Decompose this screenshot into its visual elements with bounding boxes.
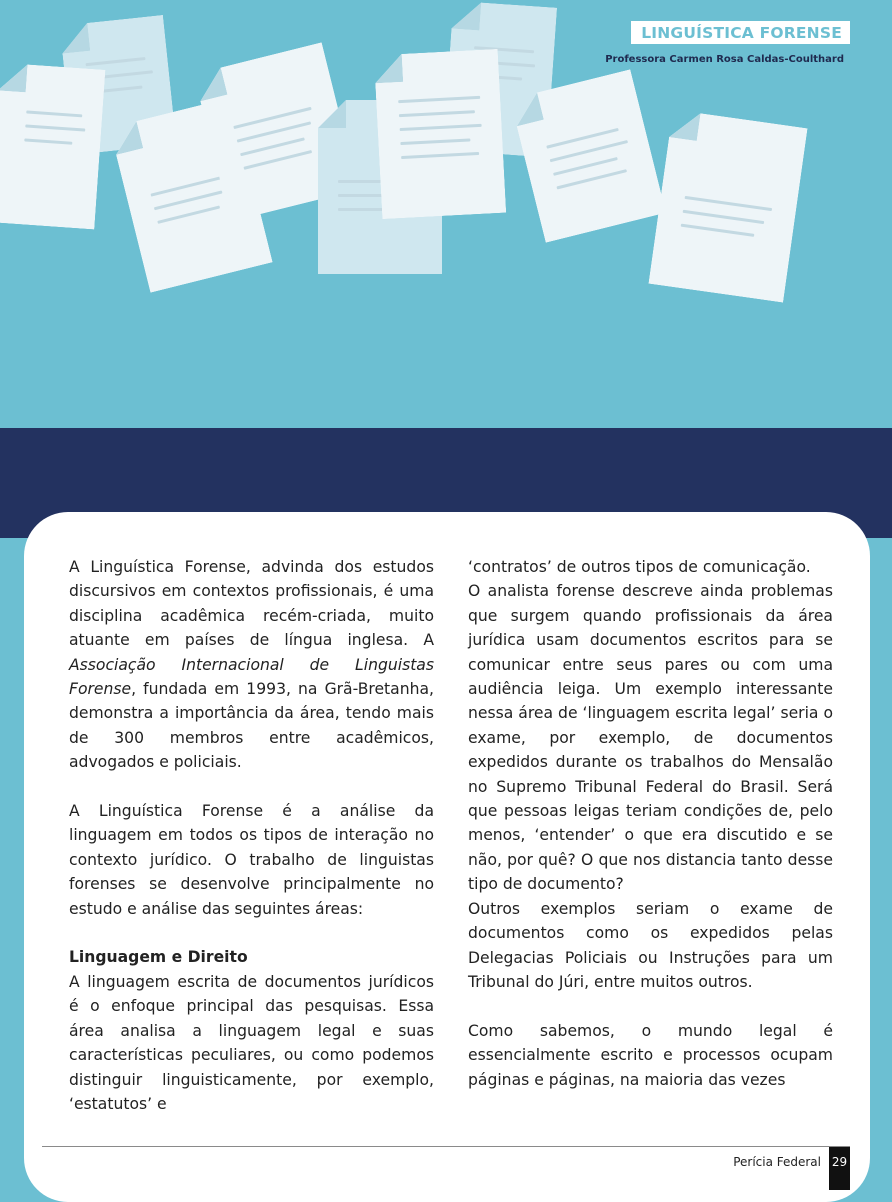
paragraph: A linguagem escrita de documentos jurídicos é o enfoque principal das pesquisas. Essa área analisa a linguagem legal e suas características peculiares, ou como podemos distinguir linguisticamente, por exemplo, ‘estatutos’ e: [69, 972, 434, 1113]
floating-documents-icon: [0, 0, 892, 330]
paragraph: A Linguística Forense é a análise da linguagem em todos os tipos de interação no contexto jurídico. O trabalho de linguistas forenses se desenvolve principalmente no estudo e análise das seguintes áreas:: [69, 802, 434, 918]
section-heading: Linguagem e Direito: [69, 948, 248, 967]
section-label: LINGUÍSTICA FORENSE: [631, 21, 850, 44]
document-icon: [374, 49, 506, 219]
paragraph: O analista forense descreve ainda problemas que surgem quando profissionais da área jurídica usam documentos escritos para se comunicar entre seus pares ou com uma audiência leiga. Um exemplo interessante nessa área de ‘linguagem escrita legal’ seria o exame, por exemplo, de documentos expedidos durante os trabalhos do Mensalão no Supremo Tribunal Federal do Brasil. Será que pessoas leigas teriam condições de, pelo menos, ‘entender’ o que era discutido e se não, por quê? O que nos distancia tanto desse tipo de documento?: [468, 582, 833, 894]
left-column: [69, 555, 434, 1116]
association-name: Associação Internacional de Linguistas Forense: [69, 655, 434, 699]
document-icon: [648, 109, 807, 302]
document-icon: [0, 62, 105, 229]
paragraph: Como sabemos, o mundo legal é essencialmente escrito e processos ocupam páginas e páginas, na maioria das vezes: [468, 1021, 833, 1089]
paragraph: ‘contratos’ de outros tipos de comunicação.: [468, 558, 811, 576]
page-number: 29: [829, 1147, 850, 1190]
footer-divider: [42, 1146, 850, 1147]
publication-name: Perícia Federal: [733, 1155, 821, 1169]
paragraph: Outros exemplos seriam o exame de documentos como os expedidos pelas Delegacias Policiais ou Instruções para um Tribunal do Júri, entre muitos outros.: [468, 899, 833, 991]
right-column: [468, 555, 833, 1092]
author-name: Professora Carmen Rosa Caldas-Coulthard: [605, 54, 844, 65]
paragraph: A Linguística Forense, advinda dos estudos discursivos em contextos profissionais, é uma disciplina acadêmica recém-criada, muito atuante em países de língua inglesa. A Associação Internacional de Linguistas Forense, fundada em 1993, na Grã-Bretanha, demonstra a importância da área, tendo mais de 300 membros entre acadêmicos, advogados e policiais.: [69, 558, 434, 772]
